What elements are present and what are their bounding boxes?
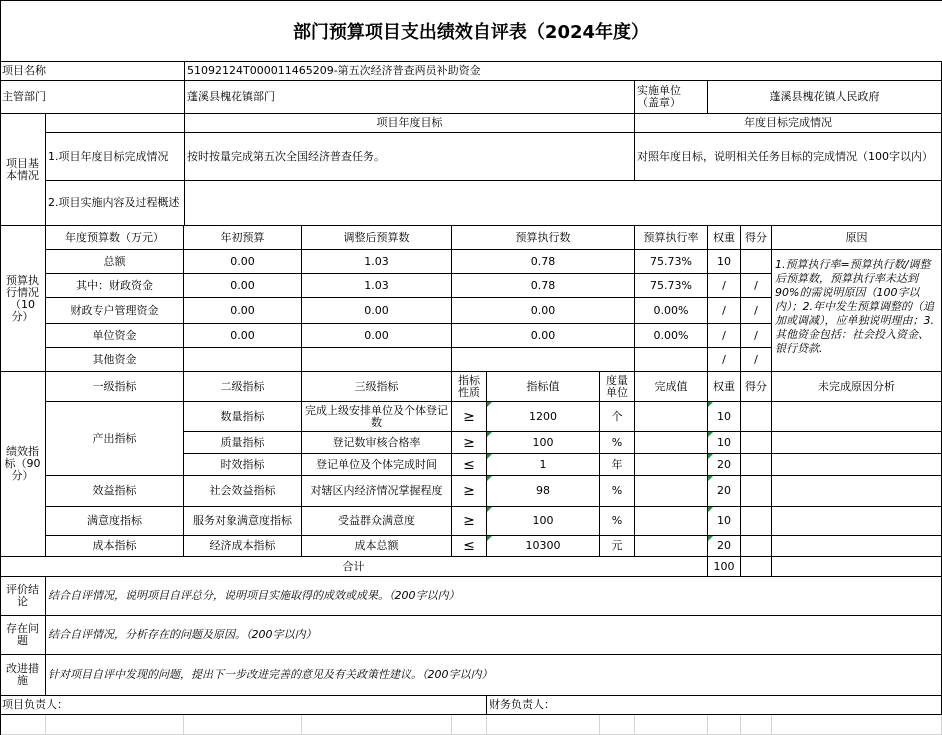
impl-unit-label: 实施单位 （盖章）: [635, 81, 708, 114]
grid-cell: [708, 715, 741, 735]
grid-cell: [302, 715, 452, 735]
evaluation-conclusion-text[interactable]: 结合自评情况，说明项目自评总分，说明项目实施取得的成效或成果。（200字以内）: [46, 577, 942, 616]
indicator-done[interactable]: [635, 507, 708, 536]
indicator-weight[interactable]: 10: [708, 507, 741, 536]
budget-header-amount: 年度预算数（万元）: [46, 226, 184, 250]
indicator-unit: %: [600, 507, 635, 536]
indicator-unit: %: [600, 432, 635, 454]
indicator-value[interactable]: 1200: [487, 402, 600, 432]
evaluation-conclusion-label: 评价结论: [0, 577, 46, 616]
grid-cell: [452, 715, 487, 735]
goal-header: 项目年度目标: [185, 114, 635, 133]
indicator-operator: ≥: [452, 402, 487, 432]
indicator-done[interactable]: [635, 454, 708, 476]
grid-cell: [772, 715, 942, 735]
indicator-done[interactable]: [635, 476, 708, 507]
budget-row-score[interactable]: [741, 250, 772, 274]
indicator-weight[interactable]: 10: [708, 432, 741, 454]
indicator-score[interactable]: [741, 402, 772, 432]
budget-row-rate[interactable]: 0.00%: [635, 324, 708, 348]
budget-header-rate: 预算执行率: [635, 226, 708, 250]
grid-cell: [635, 715, 708, 735]
budget-row-score[interactable]: /: [741, 348, 772, 372]
budget-row-initial[interactable]: 0.00: [184, 324, 302, 348]
budget-row-name: 财政专户管理资金: [46, 298, 184, 324]
budget-row-score[interactable]: /: [741, 298, 772, 324]
indicator-level2: 数量指标: [184, 402, 302, 432]
indicator-weight[interactable]: 20: [708, 536, 741, 557]
implementation-overview-value[interactable]: [185, 181, 942, 226]
budget-row-score[interactable]: /: [741, 324, 772, 348]
budget-row-weight[interactable]: 10: [708, 250, 741, 274]
impl-unit-value[interactable]: 蓬溪县槐花镇人民政府: [708, 81, 942, 114]
perf-header-done: 完成值: [635, 372, 708, 402]
total-weight: 100: [708, 557, 741, 577]
budget-row-adjusted[interactable]: [302, 348, 452, 372]
indicator-weight[interactable]: 20: [708, 454, 741, 476]
budget-row-rate[interactable]: [635, 348, 708, 372]
budget-row-rate[interactable]: 75.73%: [635, 274, 708, 298]
performance-section-label: 绩效指标（90分）: [0, 372, 46, 557]
indicator-reason[interactable]: [772, 536, 942, 557]
perf-header-reason: 未完成原因分析: [772, 372, 942, 402]
indicator-unit: 个: [600, 402, 635, 432]
indicator-score[interactable]: [741, 432, 772, 454]
budget-row-adjusted[interactable]: 0.00: [302, 324, 452, 348]
indicator-level3: 受益群众满意度: [302, 507, 452, 536]
budget-section-label: 预算执行情况（10分）: [0, 226, 46, 372]
total-reason[interactable]: [772, 557, 942, 577]
budget-row-initial[interactable]: [184, 348, 302, 372]
budget-row-executed[interactable]: 0.78: [452, 274, 635, 298]
budget-row-initial[interactable]: 0.00: [184, 250, 302, 274]
improvement-measures-label: 改进措施: [0, 655, 46, 696]
indicator-operator: ≥: [452, 507, 487, 536]
budget-row-weight[interactable]: /: [708, 274, 741, 298]
indicator-level2: 时效指标: [184, 454, 302, 476]
budget-row-name: 其他资金: [46, 348, 184, 372]
budget-row-weight[interactable]: /: [708, 298, 741, 324]
grid-cell: [741, 715, 772, 735]
grid-cell: [184, 715, 302, 735]
existing-problems-text[interactable]: 结合自评情况，分析存在的问题及原因。（200字以内）: [46, 616, 942, 655]
indicator-score[interactable]: [741, 507, 772, 536]
total-score[interactable]: [741, 557, 772, 577]
goal-completion-text[interactable]: 对照年度目标，说明相关任务目标的完成情况（100字以内）: [635, 133, 942, 181]
budget-row-executed[interactable]: 0.00: [452, 298, 635, 324]
budget-header-weight: 权重: [708, 226, 741, 250]
project-name-value[interactable]: 51092124T000011465209-第五次经济普查两员补助资金: [185, 62, 942, 81]
budget-row-initial[interactable]: 0.00: [184, 274, 302, 298]
perf-header-unit: 度量单位: [600, 372, 635, 402]
indicator-level3: 完成上级安排单位及个体登记数: [302, 402, 452, 432]
indicator-score[interactable]: [741, 536, 772, 557]
perf-header-level2: 二级指标: [184, 372, 302, 402]
existing-problems-label: 存在问题: [0, 616, 46, 655]
budget-header-adjusted: 调整后预算数: [302, 226, 452, 250]
budget-row-rate[interactable]: 75.73%: [635, 250, 708, 274]
indicator-value[interactable]: 1: [487, 454, 600, 476]
implementation-overview-label: 2.项目实施内容及过程概述: [46, 181, 185, 226]
total-label: 合计: [0, 557, 708, 577]
budget-row-executed[interactable]: 0.78: [452, 250, 635, 274]
perf-header-score: 得分: [741, 372, 772, 402]
indicator-done[interactable]: [635, 402, 708, 432]
budget-row-weight[interactable]: /: [708, 324, 741, 348]
budget-row-executed[interactable]: 0.00: [452, 324, 635, 348]
indicator-level3: 登记单位及个体完成时间: [302, 454, 452, 476]
basic-info-section-label: 项目基本情况: [0, 114, 46, 226]
level1-benefit: 效益指标: [46, 476, 184, 507]
budget-header-executed: 预算执行数: [452, 226, 635, 250]
budget-row-executed[interactable]: [452, 348, 635, 372]
budget-header-reason: 原因: [772, 226, 942, 250]
indicator-value[interactable]: 10300: [487, 536, 600, 557]
perf-header-level3: 三级指标: [302, 372, 452, 402]
indicator-value[interactable]: 100: [487, 432, 600, 454]
perf-header-weight: 权重: [708, 372, 741, 402]
indicator-unit: 年: [600, 454, 635, 476]
level1-output: 产出指标: [46, 402, 184, 476]
indicator-operator: ≤: [452, 536, 487, 557]
indicator-reason[interactable]: [772, 432, 942, 454]
project-name-label: 项目名称: [0, 62, 185, 81]
budget-row-name: 总额: [46, 250, 184, 274]
indicator-level3: 成本总额: [302, 536, 452, 557]
level1-satisfaction: 满意度指标: [46, 507, 184, 536]
budget-row-name: 其中：财政资金: [46, 274, 184, 298]
budget-row-score[interactable]: /: [741, 274, 772, 298]
dept-value[interactable]: 蓬溪县槐花镇部门: [185, 81, 635, 114]
indicator-level2: 质量指标: [184, 432, 302, 454]
grid-cell: [487, 715, 600, 735]
indicator-reason[interactable]: [772, 402, 942, 432]
dept-label: 主管部门: [0, 81, 185, 114]
indicator-level3: 对辖区内经济情况掌握程度: [302, 476, 452, 507]
indicator-score[interactable]: [741, 454, 772, 476]
project-lead-label[interactable]: 项目负责人：: [0, 696, 487, 715]
budget-row-adjusted[interactable]: 1.03: [302, 250, 452, 274]
grid-cell: [0, 715, 46, 735]
basic-blank-cell: [46, 114, 185, 133]
budget-row-name: 单位资金: [46, 324, 184, 348]
indicator-level2: 社会效益指标: [184, 476, 302, 507]
grid-cell: [46, 715, 184, 735]
perf-header-value: 指标值: [487, 372, 600, 402]
indicator-level3: 登记数审核合格率: [302, 432, 452, 454]
indicator-weight[interactable]: 10: [708, 402, 741, 432]
indicator-done[interactable]: [635, 432, 708, 454]
perf-header-level1: 一级指标: [46, 372, 184, 402]
budget-row-weight[interactable]: /: [708, 348, 741, 372]
indicator-value[interactable]: 98: [487, 476, 600, 507]
annual-goal-text[interactable]: 按时按量完成第五次全国经济普查任务。: [185, 133, 635, 181]
budget-row-initial[interactable]: 0.00: [184, 298, 302, 324]
budget-row-adjusted[interactable]: 1.03: [302, 274, 452, 298]
budget-reason-note[interactable]: 1.预算执行率=预算执行数/调整后预算数，预算执行率未达到90%的需说明原因（100字以内）；2.年中发生预算调整的（追加或调减），应单独说明理由；3.其他资金包括：社会投入资金、银行贷款.: [772, 250, 942, 372]
indicator-weight[interactable]: 20: [708, 476, 741, 507]
indicator-level2: 服务对象满意度指标: [184, 507, 302, 536]
indicator-level2: 经济成本指标: [184, 536, 302, 557]
indicator-score[interactable]: [741, 476, 772, 507]
indicator-done[interactable]: [635, 536, 708, 557]
completion-header: 年度目标完成情况: [635, 114, 942, 133]
indicator-unit: 元: [600, 536, 635, 557]
goal-completion-label: 1.项目年度目标完成情况: [46, 133, 185, 181]
indicator-reason[interactable]: [772, 454, 942, 476]
grid-cell: [600, 715, 635, 735]
level1-cost: 成本指标: [46, 536, 184, 557]
budget-row-rate[interactable]: 0.00%: [635, 298, 708, 324]
indicator-operator: ≥: [452, 476, 487, 507]
budget-header-initial: 年初预算: [184, 226, 302, 250]
budget-header-score: 得分: [741, 226, 772, 250]
perf-header-nature: 指标性质: [452, 372, 487, 402]
indicator-operator: ≤: [452, 454, 487, 476]
indicator-reason[interactable]: [772, 476, 942, 507]
finance-lead-label[interactable]: 财务负责人：: [487, 696, 942, 715]
indicator-unit: %: [600, 476, 635, 507]
indicator-reason[interactable]: [772, 507, 942, 536]
budget-row-adjusted[interactable]: 0.00: [302, 298, 452, 324]
indicator-operator: ≥: [452, 432, 487, 454]
indicator-value[interactable]: 100: [487, 507, 600, 536]
sheet-title: 部门预算项目支出绩效自评表（2024年度）: [0, 0, 942, 62]
improvement-measures-text[interactable]: 针对项目自评中发现的问题，提出下一步改进完善的意见及有关政策性建议。（200字以内）: [46, 655, 942, 696]
